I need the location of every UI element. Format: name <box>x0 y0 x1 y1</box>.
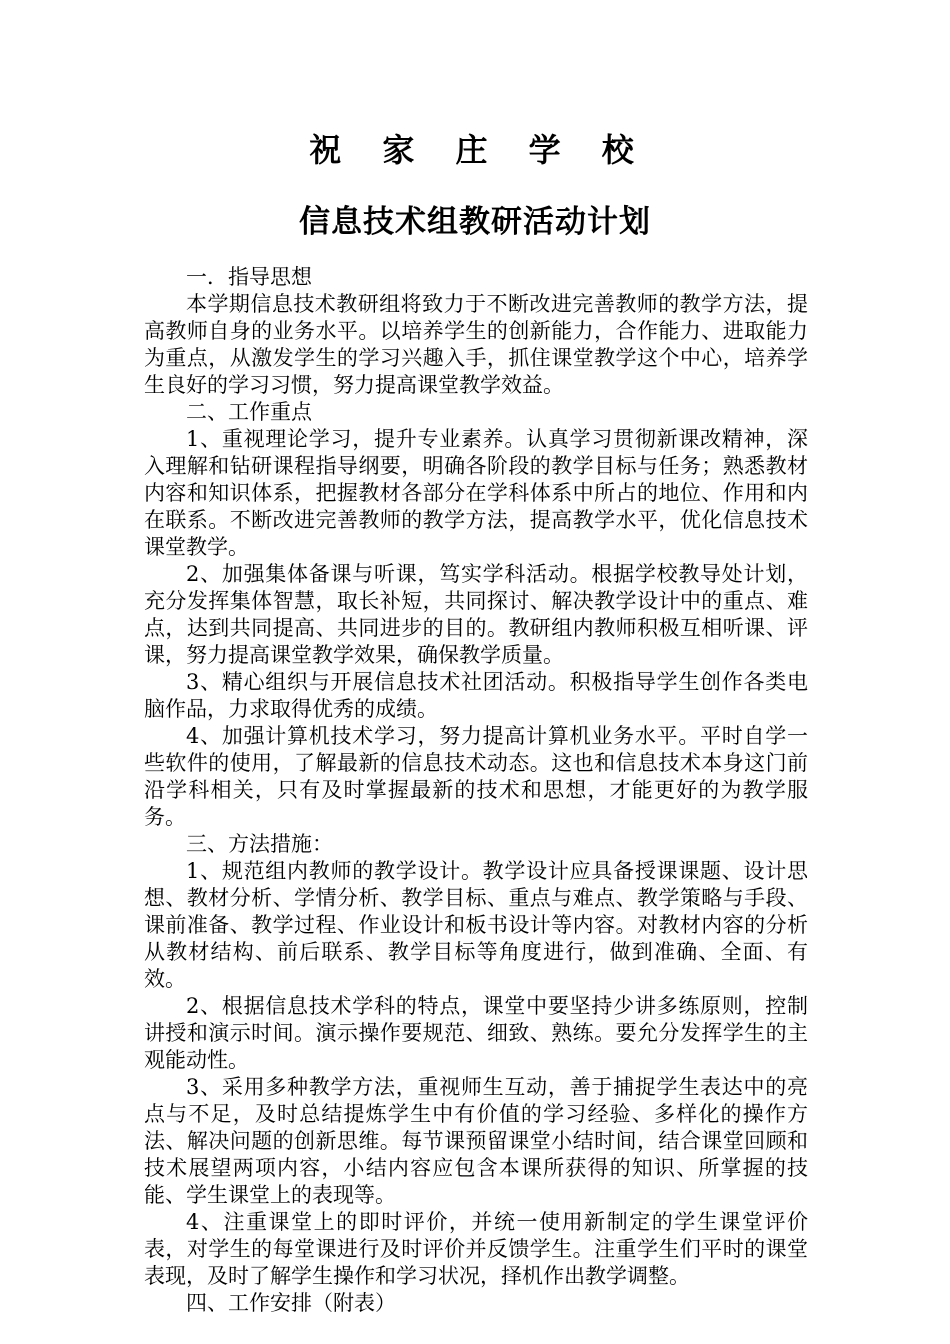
paragraph: 2、根据信息技术学科的特点，课堂中要坚持少讲多练原则，控制讲授和演示时间。演示操作要规范、细致、熟练。要允分发挥学生的主观能动性。 <box>144 994 808 1072</box>
paragraph: 4、注重课堂上的即时评价，并统一使用新制定的学生课堂评价表，对学生的每堂课进行及时评价并反馈学生。注重学生们平时的课堂表现，及时了解学生操作和学习状况，择机作出教学调整。 <box>144 1210 808 1288</box>
document-title: 信息技术组教研活动计划 <box>299 204 651 240</box>
section-heading-work-focus: 二、工作重点 <box>186 400 312 424</box>
paragraph: 2、加强集体备课与听课，笃实学科活动。根据学校教导处计划，充分发挥集体智慧，取长补短，共同探讨、解决教学设计中的重点、难点，达到共同提高、共同进步的目的。教研组内教师积极互相听课、评课，努力提高课堂教学效果，确保教学质量。 <box>144 562 808 667</box>
paragraph: 3、精心组织与开展信息技术社团活动。积极指导学生创作各类电脑作品，力求取得优秀的成绩。 <box>144 670 808 721</box>
section-heading-guiding-ideology: 一．指导思想 <box>186 265 312 289</box>
paragraph: 本学期信息技术教研组将致力于不断改进完善教师的教学方法，提高教师自身的业务水平。以培养学生的创新能力，合作能力、进取能力为重点，从激发学生的学习兴趣入手，抓住课堂教学这个中心，培养学生良好的学习习惯，努力提高课堂教学效益。 <box>144 292 808 397</box>
paragraph: 3、采用多种教学方法，重视师生互动，善于捕捉学生表达中的亮点与不足，及时总结提炼学生中有价值的学习经验、多样化的操作方法、解决问题的创新思维。每节课预留课堂小结时间，结合课堂回顾和技术展望两项内容，小结内容应包含本课所获得的知识、所掌握的技能、学生课堂上的表现等。 <box>144 1075 808 1207</box>
paragraph: 4、加强计算机技术学习，努力提高计算机业务水平。平时自学一些软件的使用，了解最新的信息技术动态。这也和信息技术本身这门前沿学科相关，只有及时掌握最新的技术和思想，才能更好的为教学服务。 <box>144 724 808 829</box>
paragraph: 1、重视理论学习，提升专业素养。认真学习贯彻新课改精神，深入理解和钻研课程指导纲要，明确各阶段的教学目标与任务；熟悉教材内容和知识体系，把握教材各部分在学科体系中所占的地位、作用和内在联系。不断改进完善教师的教学方法，提高教学水平，优化信息技术课堂教学。 <box>144 427 808 559</box>
document-body <box>144 264 808 1317</box>
school-title: 祝 家 庄 学 校 <box>309 131 649 169</box>
section-heading-work-schedule: 四、工作安排（附表） <box>186 1291 396 1315</box>
section-heading-methods: 三、方法措施： <box>186 832 333 856</box>
paragraph: 1、规范组内教师的教学设计。教学设计应具备授课课题、设计思想、教材分析、学情分析、教学目标、重点与难点、教学策略与手段、课前准备、教学过程、作业设计和板书设计等内容。对教材内容的分析从教材结构、前后联系、教学目标等角度进行，做到准确、全面、有效。 <box>144 859 808 991</box>
